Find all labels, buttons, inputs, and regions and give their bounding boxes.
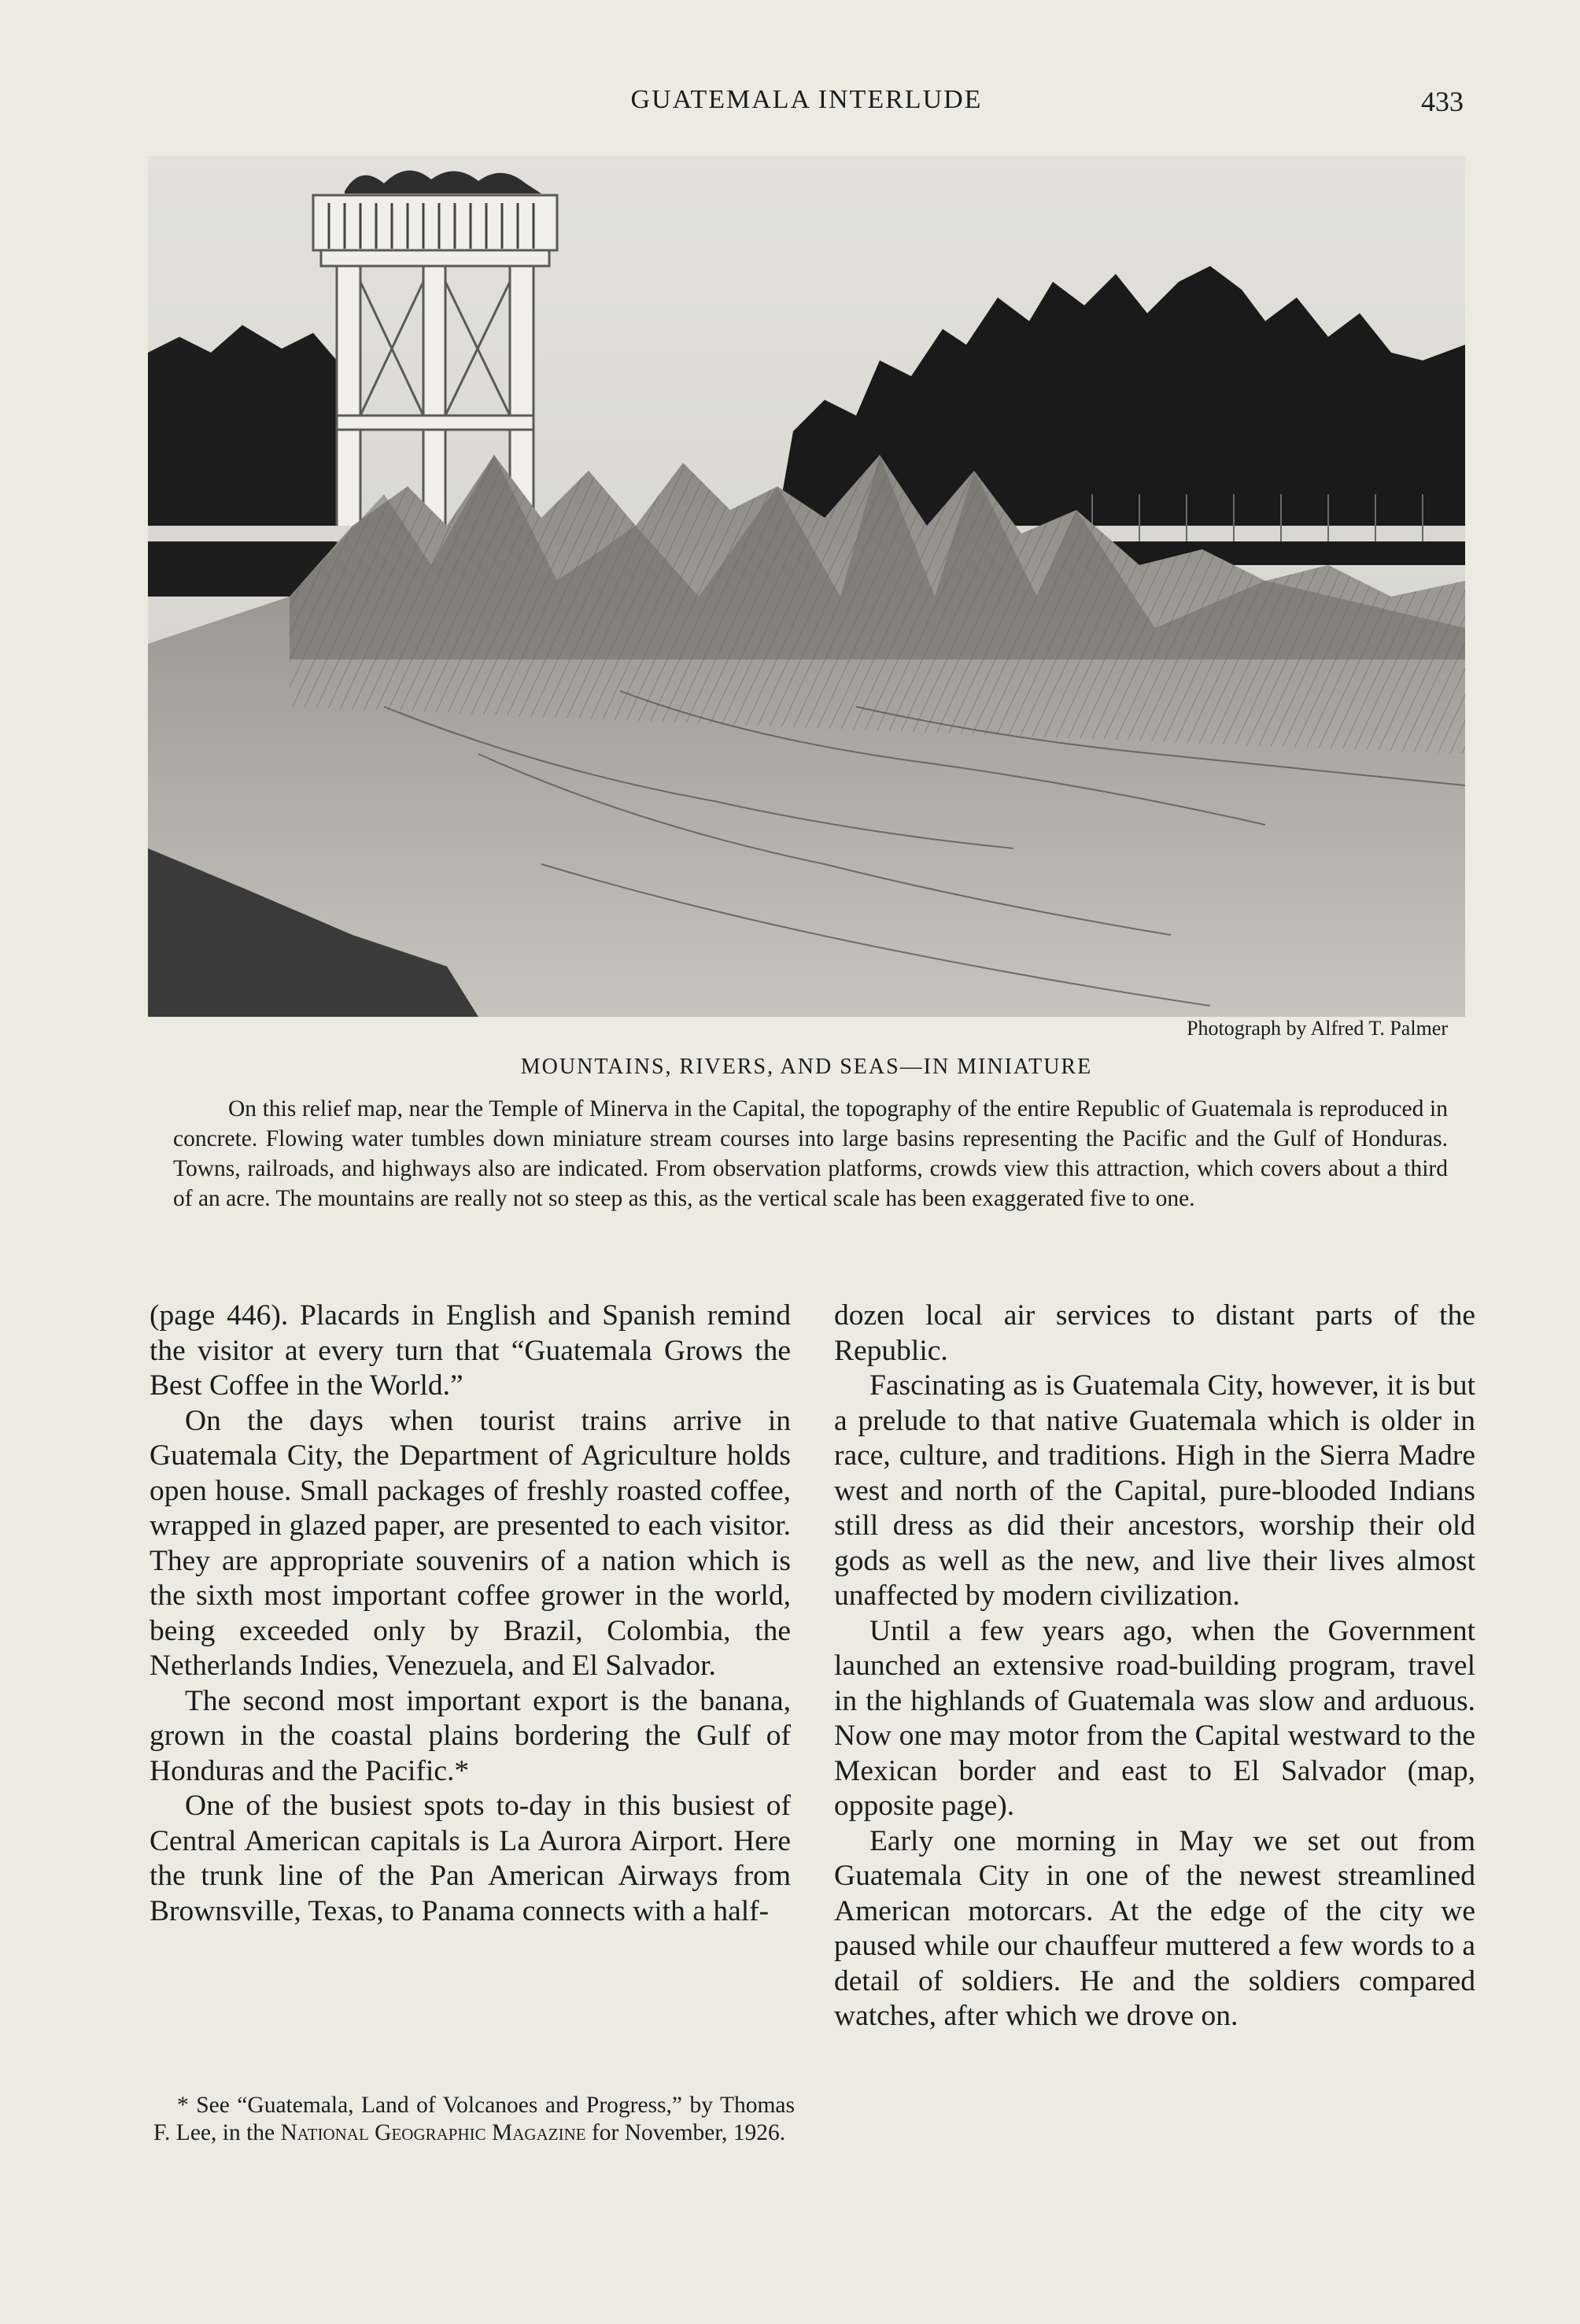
paragraph: Early one morning in May we set out from Guatemala City in one of the newest streamlined American motorcars. At the edge of the city we paused while our chauffeur muttered a few words to a detail of soldiers. He and the soldiers compared watches, after which we drove on. xyxy=(834,1824,1475,2032)
photo-credit: Photograph by Alfred T. Palmer xyxy=(1187,1017,1448,1040)
left-column xyxy=(150,1299,791,1929)
paragraph: dozen local air services to distant parts of the Republic. xyxy=(834,1299,1475,1367)
caption-title: MOUNTAINS, RIVERS, AND SEAS—IN MINIATURE xyxy=(520,1055,1093,1079)
paragraph: On the days when tourist trains arrive in Guatemala City, the Department of Agriculture holds open house. Small packages of freshly roasted coffee, wrapped in glazed paper, are presented to each visitor. They are appropriate souvenirs of a nation which is the sixth most important coffee grower in the world, being exceeded only by Brazil, Colombia, the Netherlands Indies, Venezuela, and El Salvador. xyxy=(150,1404,791,1682)
right-column xyxy=(834,1299,1475,2034)
paragraph: Until a few years ago, when the Government launched an extensive road-building program, travel in the highlands of Guatemala was slow and arduous. Now one may motor from the Capital westward to the Mexican border and east to El Salvador (map, opposite page). xyxy=(834,1614,1475,1822)
paragraph: The second most important export is the banana, grown in the coastal plains bordering the Gulf of Honduras and the Pacific.* xyxy=(150,1684,791,1787)
page-number: 433 xyxy=(1421,86,1464,117)
observation-tower xyxy=(313,195,557,541)
paragraph: (page 446). Placards in English and Spanish remind the visitor at every turn that “Guatemala Grows the Best Coffee in the World.” xyxy=(150,1299,791,1402)
relief-map-photograph-image xyxy=(148,156,1465,1017)
footnote-suffix: for November, 1926. xyxy=(585,2120,786,2145)
running-title: GUATEMALA INTERLUDE xyxy=(630,85,983,114)
paragraph: One of the busiest spots to-day in this busiest of Central American capitals is La Aurora Airport. Here the trunk line of the Pan American Airways from Brownsville, Texas, to Panama connects with a half- xyxy=(150,1790,791,1927)
footnote-prefix: * See “Guatemala, Land of Volcanoes and Progress,” by Thomas F. Lee, in the xyxy=(153,2093,795,2145)
running-head xyxy=(150,85,1464,124)
footnote xyxy=(153,2092,795,2147)
relief-map-photograph xyxy=(148,156,1465,1017)
caption-text: On this relief map, near the Temple of Minerva in the Capital, the topography of the entire Republic of Guatemala is reproduced in concrete. Flowing water tumbles down miniature stream courses into large basins representing the Pacific and the Gulf of Honduras. Towns, railroads, and highways also are indicated. From observation platforms, crowds view this attraction, which covers about a third of an acre. The mountains are really not so steep as this, as the vertical scale has been exaggerated five to one. xyxy=(173,1096,1448,1211)
paragraph: Fascinating as is Guatemala City, however, it is but a prelude to that native Guatemala which is older in race, culture, and traditions. High in the Sierra Madre west and north of the Capital, pure-blooded Indians still dress as did their ancestors, worship their old gods as well as the new, and live their lives almost unaffected by modern civilization. xyxy=(834,1369,1475,1612)
footnote-magazine: National Geographic Magazine xyxy=(280,2120,586,2145)
